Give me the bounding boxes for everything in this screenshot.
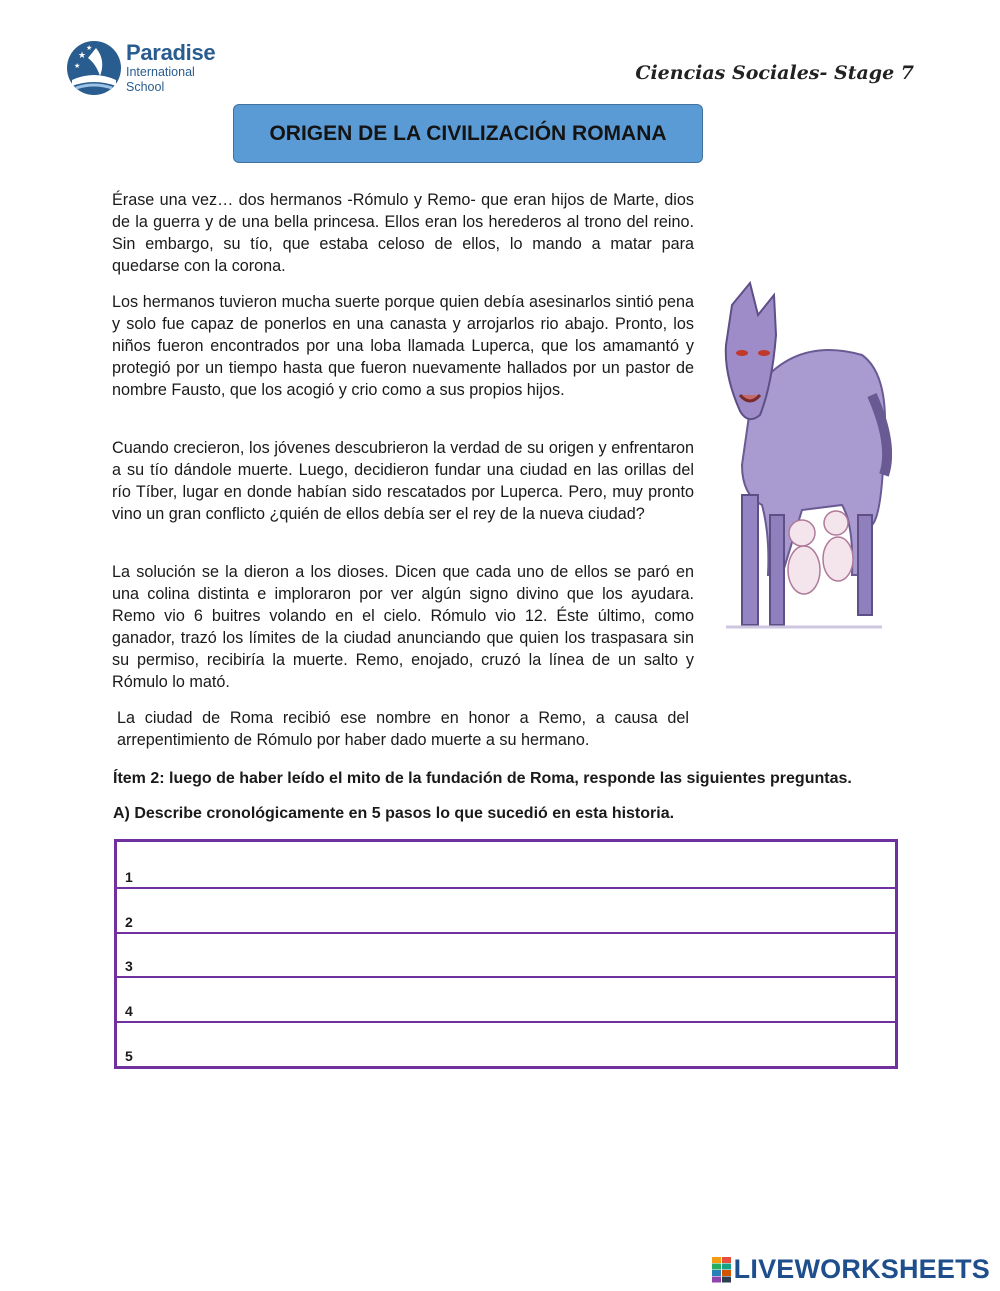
svg-text:★: ★ bbox=[86, 44, 93, 52]
answer-input-5[interactable] bbox=[147, 1027, 889, 1062]
answer-row bbox=[117, 976, 895, 1021]
answer-input-1[interactable] bbox=[147, 846, 889, 883]
liveworksheets-icon bbox=[712, 1257, 732, 1283]
answer-number: 2 bbox=[125, 913, 133, 930]
logo-name: Paradise bbox=[126, 40, 216, 65]
question-a: A) Describe cronológicamente en 5 pasos lo que sucedió en esta historia. bbox=[113, 805, 675, 822]
logo-subtitle-1: International bbox=[126, 65, 195, 79]
page-title: ORIGEN DE LA CIVILIZACIÓN ROMANA bbox=[233, 104, 703, 163]
answer-row bbox=[117, 1021, 895, 1066]
answer-number: 3 bbox=[125, 958, 133, 975]
she-wolf-illustration bbox=[712, 275, 892, 640]
answer-number: 4 bbox=[125, 1003, 133, 1020]
answer-number: 5 bbox=[125, 1047, 133, 1064]
answer-input-2[interactable] bbox=[147, 893, 889, 928]
svg-text:★: ★ bbox=[78, 51, 87, 61]
brand-text: LIVEWORKSHEETS bbox=[733, 1254, 990, 1284]
story-paragraph-3: Cuando crecieron, los jóvenes descubrieron la verdad de su origen y enfrentaron a su tío dándole muerte. Luego, decidieron fundar una ciudad en las orillas del río Tíber, lugar en donde habían sido rescatados por Luperca. Pero, muy pronto vino un gran conflicto ¿quién de ellos debía ser el rey de la nueva ciudad? bbox=[112, 439, 694, 523]
answer-number: 1 bbox=[125, 868, 133, 885]
liveworksheets-brand[interactable] bbox=[712, 1254, 990, 1285]
svg-text:★: ★ bbox=[74, 62, 81, 70]
subject-label: Ciencias Sociales- Stage 7 bbox=[635, 62, 914, 84]
school-crest-icon bbox=[66, 34, 122, 102]
school-logo bbox=[66, 34, 226, 104]
answer-input-4[interactable] bbox=[147, 982, 889, 1017]
answer-table bbox=[114, 839, 898, 1069]
answer-row bbox=[117, 842, 895, 887]
answer-input-3[interactable] bbox=[147, 938, 889, 973]
logo-subtitle-2: School bbox=[126, 80, 165, 94]
story-paragraph-5: La ciudad de Roma recibió ese nombre en honor a Remo, a causa del arrepentimiento de Rómulo por haber dado muerte a su hermano. bbox=[117, 709, 689, 749]
answer-row bbox=[117, 887, 895, 932]
answer-row bbox=[117, 932, 895, 977]
story-paragraph-1: Érase una vez… dos hermanos -Rómulo y Remo- que eran hijos de Marte, dios de la guerra y de una bella princesa. Ellos eran los herederos al trono del reino. Sin embargo, su tío, que estaba celoso de ellos, lo mando a matar para quedarse con la corona. bbox=[112, 191, 694, 275]
story-paragraph-4: La solución se la dieron a los dioses. Dicen que cada uno de ellos se paró en una colina distinta e imploraron por ver algún signo divino que los ayudara. Remo vio 6 buitres volando en el cielo. Rómulo vio 12. Éste último, como ganador, trazó los límites de la ciudad anunciando que quien los traspasara sin su permiso, recibiría la muerte. Remo, enojado, cruzó la línea de un salto y Rómulo lo mató. bbox=[112, 563, 694, 691]
story-paragraph-2: Los hermanos tuvieron mucha suerte porque quien debía asesinarlos sintió pena y solo fue capaz de ponerlos en una canasta y arrojarlos rio abajo. Pronto, los niños fueron encontrados por una loba llamada Luperca, que los amamantó y protegió por un tiempo hasta que fueron nuevamente hallados por un pastor de nombre Fausto, que los acogió y crio como a sus propios hijos. bbox=[112, 293, 694, 399]
question-item-heading: Ítem 2: luego de haber leído el mito de la fundación de Roma, responde las siguientes preguntas. bbox=[113, 770, 852, 787]
